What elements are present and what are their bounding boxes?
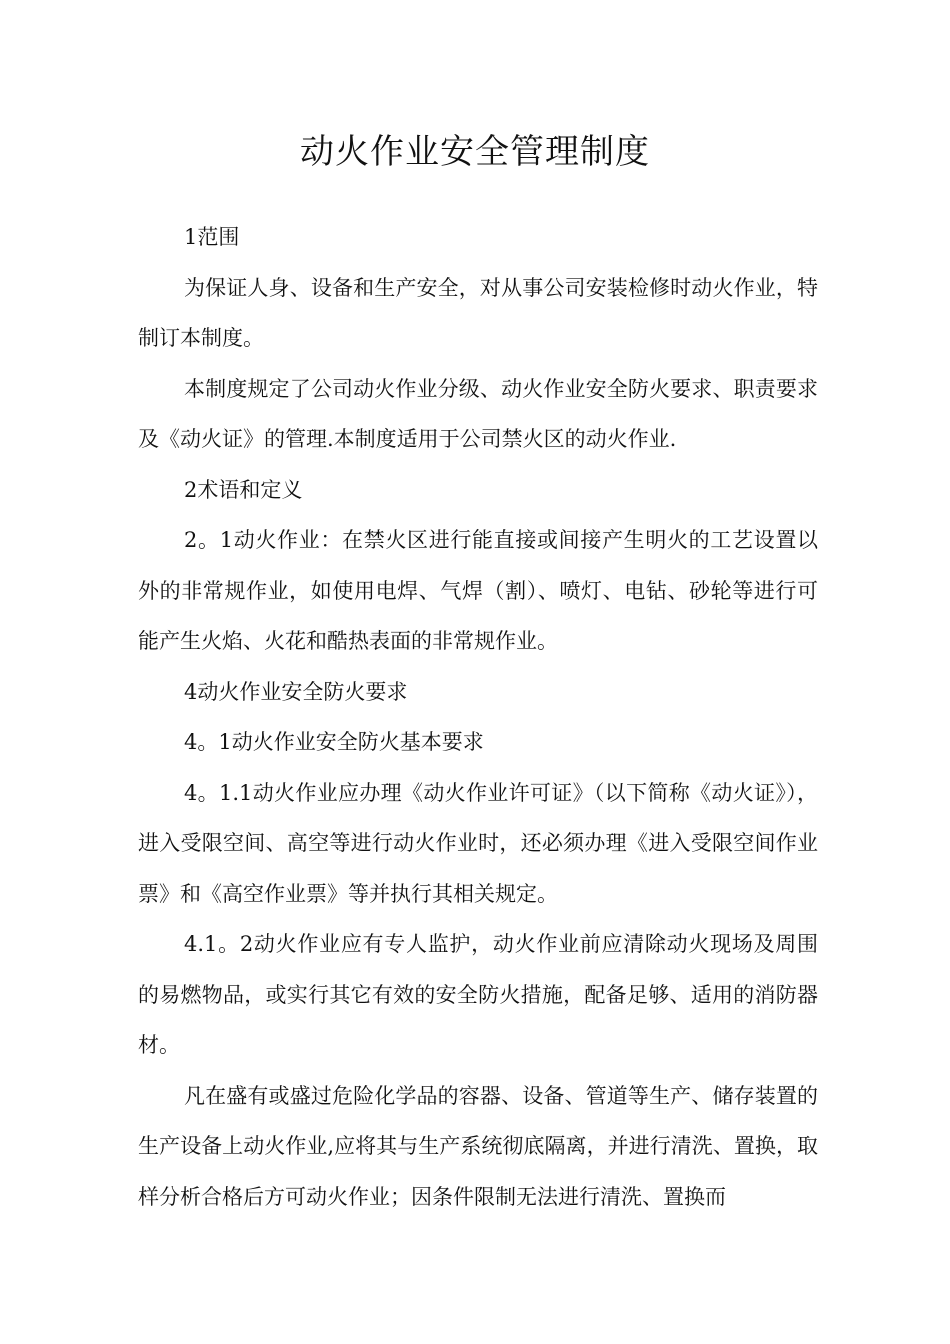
section-heading-scope: 1范围	[184, 225, 240, 249]
paragraph-supervision: 4.1。2动火作业应有专人监护，动火作业前应清除动火现场及周围的易燃物品，或实行其它有效的安全防火措施，配备足够、适用的消防器材。	[138, 932, 818, 1057]
document-title: 动火作业安全管理制度	[300, 132, 650, 172]
document-body	[138, 212, 818, 1222]
section-heading-requirements: 4动火作业安全防火要求	[184, 679, 408, 704]
paragraph-isolation: 凡在盛有或盛过危险化学品的容器、设备、管道等生产、储存装置的生产设备上动火作业,应将其与生产系统彻底隔离，并进行清洗、置换，取样分析合格后方可动火作业；因条件限制无法进行清洗、置换而	[138, 1083, 818, 1209]
paragraph-applicability: 本制度规定了公司动火作业分级、动火作业安全防火要求、职责要求及《动火证》的管理.本制度适用于公司禁火区的动火作业.	[138, 376, 818, 451]
subsection-heading-basic-requirements: 4。1动火作业安全防火基本要求	[184, 730, 484, 754]
paragraph-permit: 4。1.1动火作业应办理《动火作业许可证》（以下简称《动火证》），进入受限空间、高空等进行动火作业时，还必须办理《进入受限空间作业票》和《高空作业票》等并执行其相关规定。	[138, 780, 818, 906]
section-heading-terms: 2术语和定义	[184, 477, 303, 502]
paragraph-purpose: 为保证人身、设备和生产安全，对从事公司安装检修时动火作业，特制订本制度。	[138, 275, 818, 350]
paragraph-definition-hot-work: 2。1动火作业：在禁火区进行能直接或间接产生明火的工艺设置以外的非常规作业，如使用电焊、气焊（割）、喷灯、电钻、砂轮等进行可能产生火焰、火花和酷热表面的非常规作业。	[138, 528, 818, 653]
